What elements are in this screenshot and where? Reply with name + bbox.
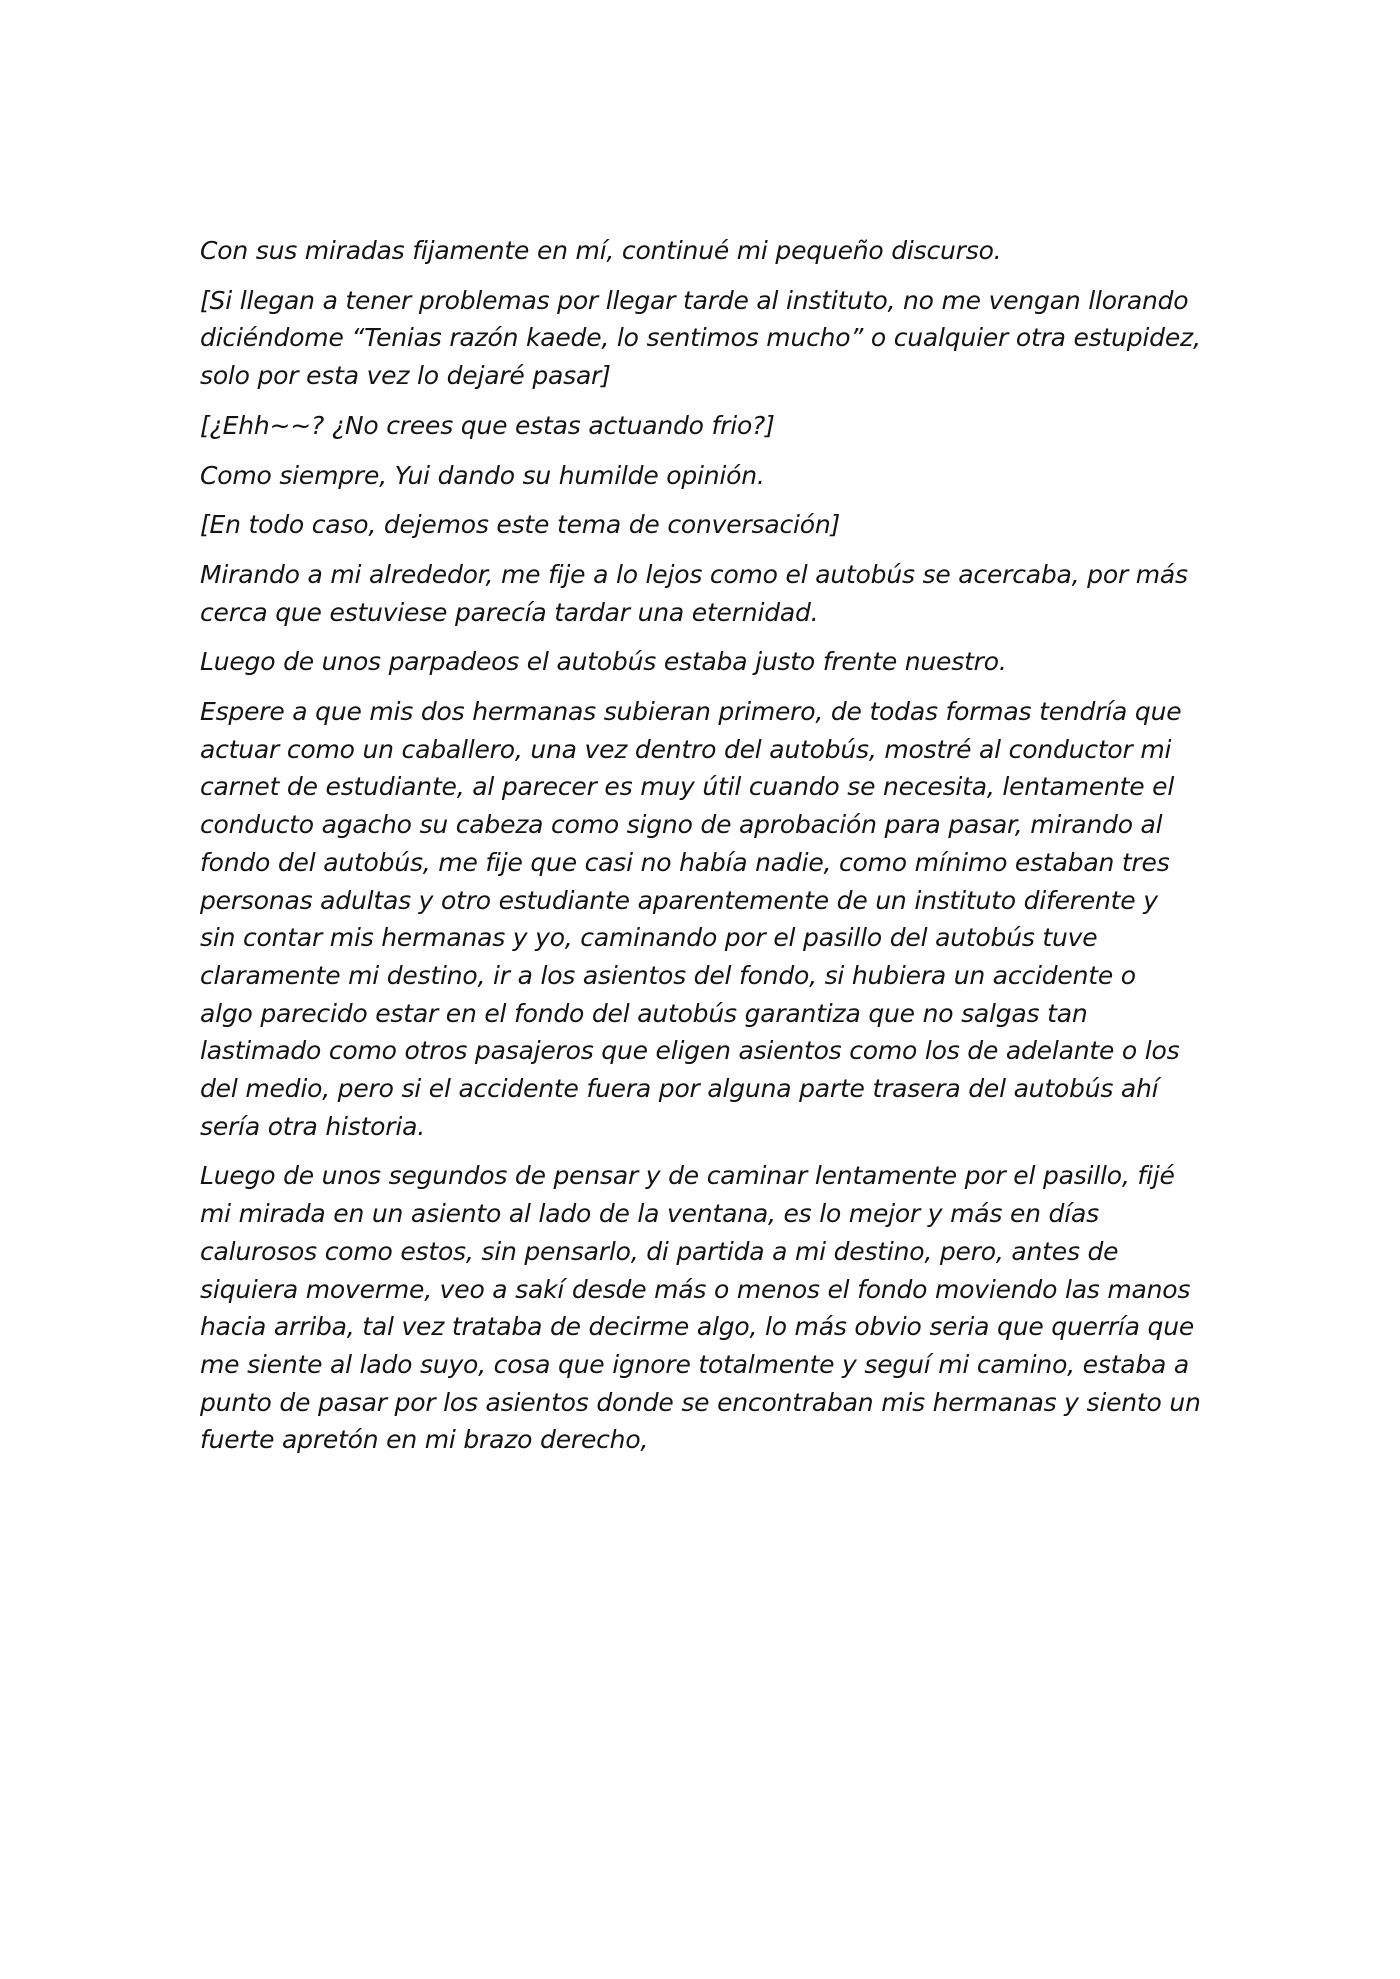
text-line: algo parecido estar en el fondo del autobús garantiza que no salgas tan xyxy=(200,998,1088,1028)
text-line: sin contar mis hermanas y yo, caminando por el pasillo del autobús tuve xyxy=(200,923,1098,953)
text-line: actuar como un caballero, una vez dentro del autobús, mostré al conductor mi xyxy=(200,734,1172,764)
text-line: [En todo caso, dejemos este tema de conversación] xyxy=(200,510,841,540)
text-line: hacia arriba, tal vez trataba de decirme algo, lo más obvio seria que querría que xyxy=(200,1312,1195,1342)
text-line: sería otra historia. xyxy=(200,1111,425,1141)
paragraph xyxy=(200,506,1210,544)
text-line: diciéndome “Tenias razón kaede, lo sentimos mucho” o cualquier otra estupidez, xyxy=(200,323,1201,353)
text-line: [Si llegan a tener problemas por llegar tarde al instituto, no me vengan llorando xyxy=(200,285,1189,315)
text-line: Mirando a mi alrededor, me fije a lo lejos como el autobús se acercaba, por más xyxy=(200,559,1188,589)
text-line: personas adultas y otro estudiante aparentemente de un instituto diferente y xyxy=(200,885,1158,915)
text-line: claramente mi destino, ir a los asientos del fondo, si hubiera un accidente o xyxy=(200,960,1136,990)
paragraph xyxy=(200,643,1210,681)
text-line: fondo del autobús, me fije que casi no había nadie, como mínimo estaban tres xyxy=(200,847,1170,877)
text-line: Como siempre, Yui dando su humilde opinión. xyxy=(200,460,765,490)
text-line: punto de pasar por los asientos donde se encontraban mis hermanas y siento un xyxy=(200,1387,1201,1417)
document-body xyxy=(200,232,1210,1471)
text-line: Con sus miradas fijamente en mí, continué mi pequeño discurso. xyxy=(200,236,1002,265)
paragraph xyxy=(200,457,1210,495)
paragraph xyxy=(200,407,1210,445)
text-line: siquiera moverme, veo a sakí desde más o menos el fondo moviendo las manos xyxy=(200,1274,1191,1304)
text-line: lastimado como otros pasajeros que eligen asientos como los de adelante o los xyxy=(200,1036,1180,1066)
text-line: Luego de unos parpadeos el autobús estaba justo frente nuestro. xyxy=(200,647,1007,677)
text-line: del medio, pero si el accidente fuera por alguna parte trasera del autobús ahí xyxy=(200,1074,1159,1104)
text-line: [¿Ehh~~? ¿No crees que estas actuando frio?] xyxy=(200,410,775,440)
text-line: Luego de unos segundos de pensar y de caminar lentamente por el pasillo, fijé xyxy=(200,1161,1175,1191)
text-line: me siente al lado suyo, cosa que ignore totalmente y seguí mi camino, estaba a xyxy=(200,1349,1190,1379)
paragraph xyxy=(200,556,1210,631)
text-line: calurosos como estos, sin pensarlo, di partida a mi destino, pero, antes de xyxy=(200,1236,1119,1266)
text-line: solo por esta vez lo dejaré pasar] xyxy=(200,361,611,391)
paragraph xyxy=(200,232,1210,270)
text-line: mi mirada en un asiento al lado de la ventana, es lo mejor y más en días xyxy=(200,1199,1099,1229)
paragraph xyxy=(200,693,1210,1145)
text-line: cerca que estuviese parecía tardar una eternidad. xyxy=(200,597,819,627)
text-line: carnet de estudiante, al parecer es muy útil cuando se necesita, lentamente el xyxy=(200,772,1175,802)
text-line: conducto agacho su cabeza como signo de aprobación para pasar, mirando al xyxy=(200,810,1163,840)
paragraph xyxy=(200,1157,1210,1459)
text-line: Espere a que mis dos hermanas subieran primero, de todas formas tendría que xyxy=(200,697,1182,727)
paragraph xyxy=(200,282,1210,395)
text-line: fuerte apretón en mi brazo derecho, xyxy=(200,1425,649,1455)
